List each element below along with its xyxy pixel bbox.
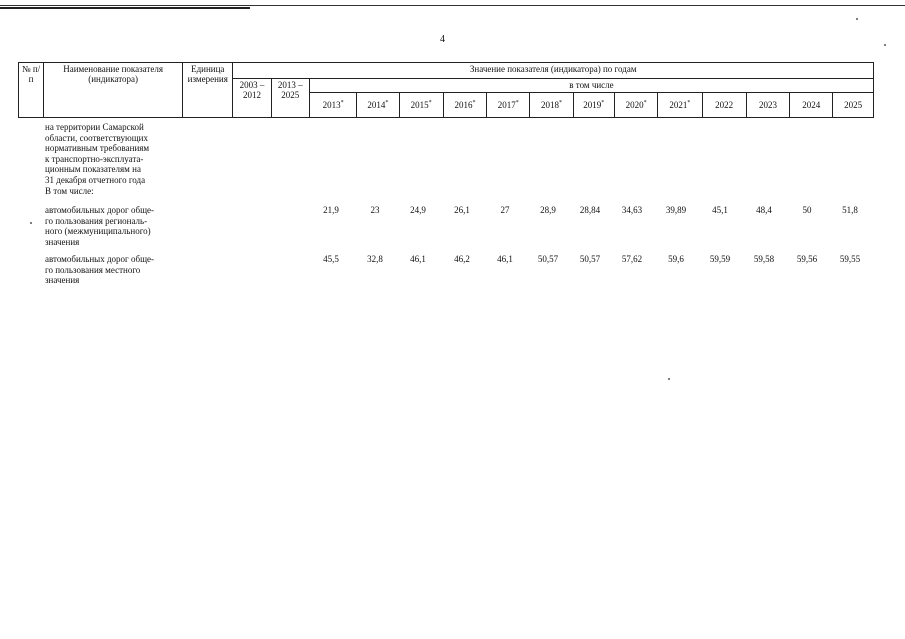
description-line: к транспортно-эксплуата- — [45, 153, 144, 164]
value-cell: 39,89 — [665, 205, 687, 215]
year-footnote-mark: * — [515, 100, 519, 106]
year-footnote-mark: * — [601, 100, 605, 106]
header-year-2024 — [790, 93, 833, 118]
year-label: 2015 — [410, 100, 429, 110]
header-year-2023 — [746, 93, 789, 118]
header-year-2014 — [357, 93, 399, 118]
top-border-line — [0, 5, 905, 6]
description-line: нормативным требованиям — [45, 143, 150, 154]
year-label: 2024 — [802, 100, 821, 110]
header-year-2025 — [833, 93, 874, 118]
header-year-2013 — [309, 93, 356, 118]
header-year-2020 — [614, 93, 657, 118]
header-range-2003-2012: 2003 – 2012 — [233, 79, 271, 118]
value-cell: 46,1 — [497, 254, 513, 264]
year-label: 2018 — [541, 100, 560, 110]
value-cell: 23 — [370, 205, 380, 215]
value-cell: 24,9 — [410, 205, 426, 215]
value-cell: 50,57 — [579, 254, 601, 264]
year-label: 2014 — [367, 100, 386, 110]
header-name: Наименование показателя (индикатора) — [44, 63, 183, 118]
value-cell: 26,1 — [454, 205, 470, 215]
value-cell: 21,9 — [323, 205, 339, 215]
scan-speck — [884, 44, 886, 46]
value-cell: 46,1 — [410, 254, 426, 264]
description-line: значения — [45, 236, 80, 247]
page-number: 4 — [440, 34, 445, 45]
description-line: го пользования региональ- — [45, 215, 148, 226]
value-cell: 59,6 — [668, 254, 684, 264]
year-label: 2020 — [625, 100, 644, 110]
description-line: В том числе: — [45, 185, 94, 196]
header-year-2016 — [443, 93, 486, 118]
description-line: ционным показателям на — [45, 164, 141, 175]
scan-speck — [856, 18, 858, 20]
value-cell: 28,84 — [579, 205, 601, 215]
indicator-table-header — [18, 62, 874, 118]
value-cell: 45,1 — [712, 205, 728, 215]
top-border-thick — [0, 7, 250, 9]
description-line: на территории Самарской — [45, 122, 144, 132]
year-footnote-mark: * — [428, 100, 432, 106]
description-line: автомобильных дорог обще- — [45, 205, 154, 215]
year-footnote-mark: * — [472, 100, 476, 106]
year-footnote-mark: * — [340, 100, 344, 106]
value-cell: 34,63 — [621, 205, 643, 215]
value-cell: 27 — [500, 205, 510, 215]
value-cell: 59,59 — [709, 254, 731, 264]
year-footnote-mark: * — [559, 100, 563, 106]
scan-speck — [30, 222, 32, 224]
description-line: ного (межмуниципального) — [45, 226, 151, 237]
value-cell: 32,8 — [367, 254, 383, 264]
value-cell: 59,56 — [796, 254, 818, 264]
header-range-2013-2025: 2013 – 2025 — [271, 79, 309, 118]
value-cell: 50,57 — [537, 254, 559, 264]
scan-speck — [668, 378, 670, 380]
year-label: 2023 — [758, 100, 777, 110]
header-year-2015 — [399, 93, 443, 118]
header-unit: Единица измерения — [183, 63, 233, 118]
header-year-2018 — [530, 93, 573, 118]
description-line: области, соответствующих — [45, 132, 148, 143]
header-year-2021 — [658, 93, 702, 118]
value-cell: 50 — [802, 205, 812, 215]
indicator-description — [45, 122, 185, 196]
header-values-group: Значение показателя (индикатора) по годам — [233, 63, 874, 79]
value-cell: 57,62 — [621, 254, 643, 264]
value-cell: 46,2 — [454, 254, 470, 264]
header-year-2017 — [487, 93, 530, 118]
year-label: 2021 — [669, 100, 688, 110]
year-footnote-mark: * — [643, 100, 647, 106]
header-year-2022 — [702, 93, 746, 118]
value-cell: 28,9 — [540, 205, 556, 215]
year-footnote-mark: * — [687, 100, 691, 106]
year-label: 2017 — [497, 100, 516, 110]
description-line: го пользования местного — [45, 264, 141, 275]
year-label: 2013 — [322, 100, 341, 110]
description-line: 31 декабря отчетного года — [45, 174, 146, 185]
header-num: № п/п — [19, 63, 44, 118]
description-line: значения — [45, 275, 80, 286]
row-description — [45, 205, 185, 247]
value-cell: 59,58 — [753, 254, 775, 264]
header-including: в том числе — [309, 79, 873, 93]
value-cell: 51,8 — [842, 205, 858, 215]
year-label: 2025 — [844, 100, 863, 110]
year-label: 2022 — [715, 100, 734, 110]
year-label: 2019 — [583, 100, 602, 110]
row-description — [45, 254, 185, 286]
value-cell: 48,4 — [756, 205, 772, 215]
description-line: автомобильных дорог обще- — [45, 254, 154, 264]
year-label: 2016 — [454, 100, 473, 110]
value-cell: 59,55 — [839, 254, 861, 264]
value-cell: 45,5 — [323, 254, 339, 264]
header-year-2019 — [573, 93, 614, 118]
year-footnote-mark: * — [385, 100, 389, 106]
